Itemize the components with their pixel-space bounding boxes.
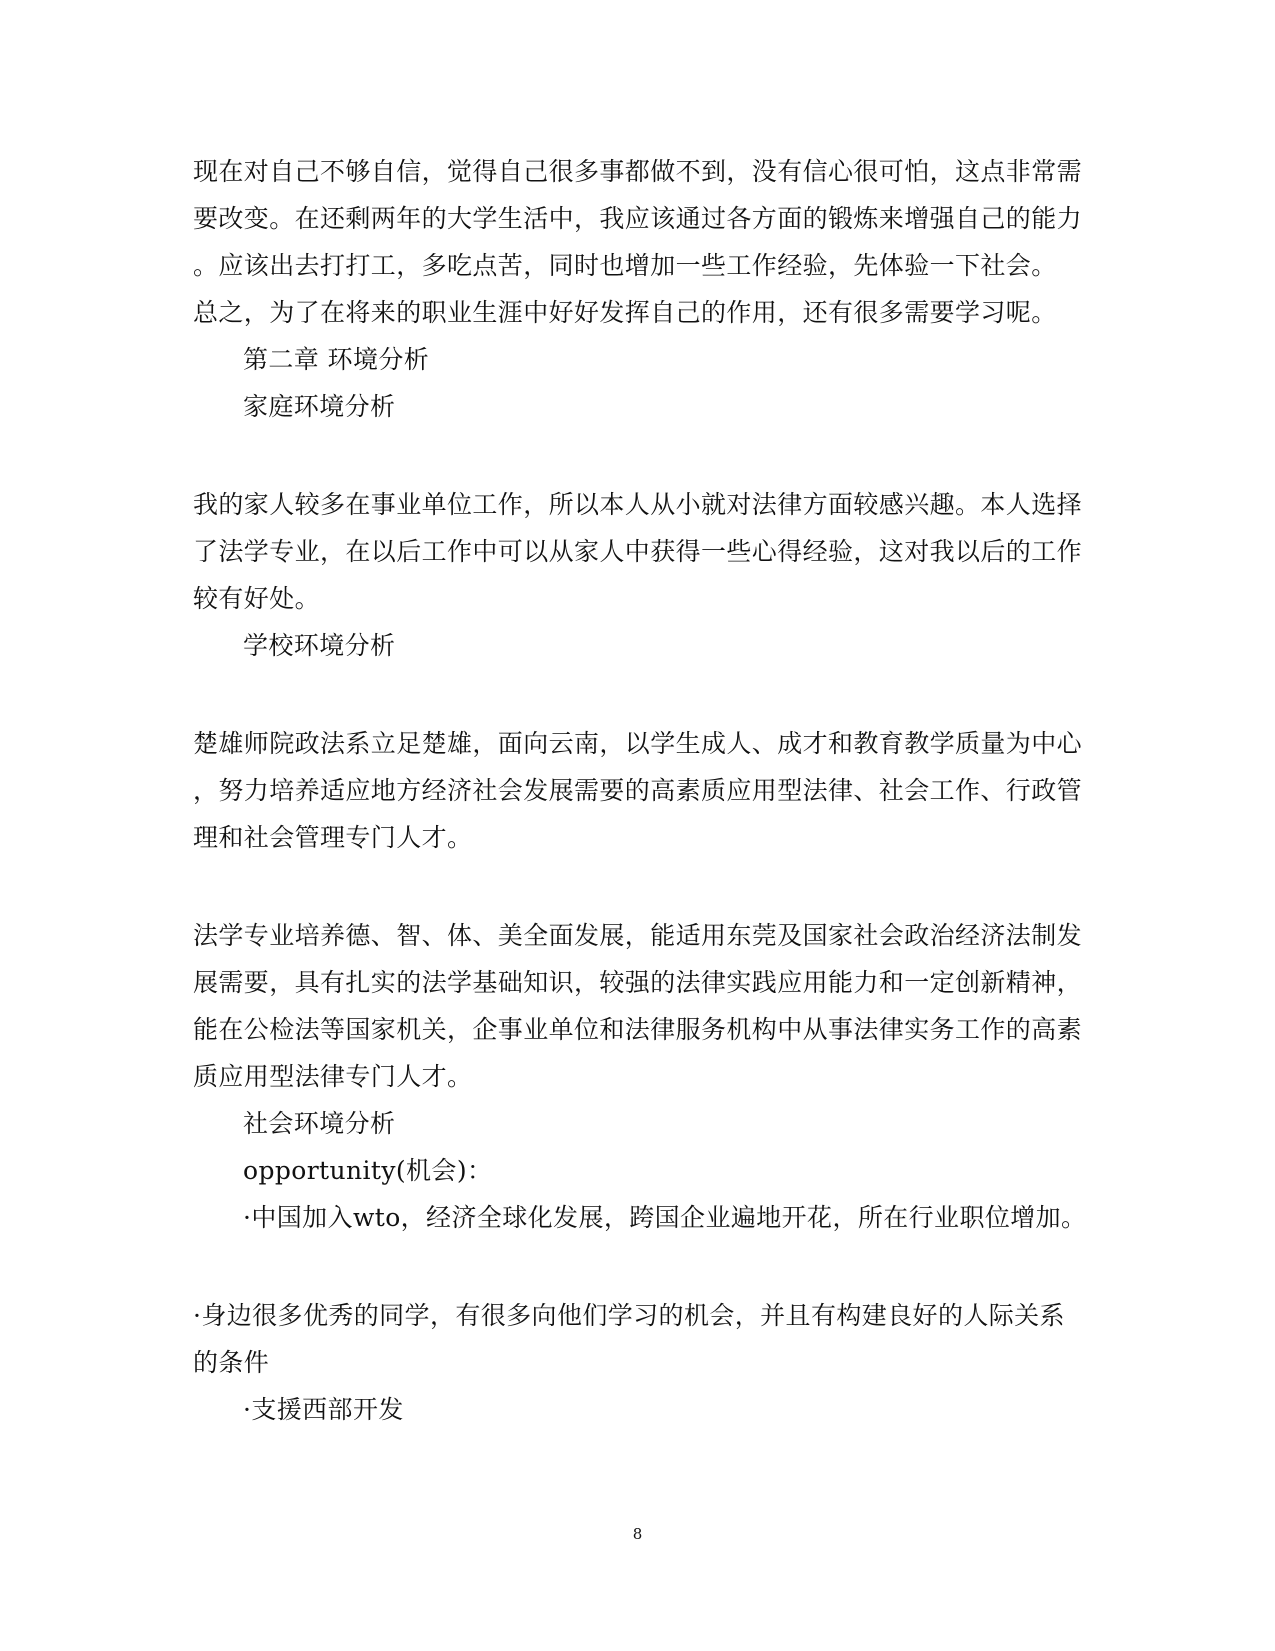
text-line: 的条件 [193,1348,270,1377]
chapter-heading: 第二章 环境分析 [243,345,430,374]
text-line: 现在对自己不够自信，觉得自己很多事都做不到，没有信心很可怕，这点非常需 [193,157,1083,186]
page-number: 8 [632,1525,643,1543]
text-line: 质应用型法律专门人才。 [193,1062,473,1091]
text-line: 展需要，具有扎实的法学基础知识，较强的法律实践应用能力和一定创新精神， [193,968,1083,997]
text-line: 楚雄师院政法系立足楚雄，面向云南，以学生成人、成才和教育教学质量为中心 [193,729,1083,758]
text-line: 要改变。在还剩两年的大学生活中，我应该通过各方面的锻炼来增强自己的能力 [193,204,1083,233]
subheading-opportunity: opportunity(机会)： [243,1156,493,1185]
section-heading-society: 社会环境分析 [243,1109,396,1138]
section-heading-school: 学校环境分析 [243,631,396,660]
text-line: 能在公检法等国家机关，企事业单位和法律服务机构中从事法律实务工作的高素 [193,1015,1083,1044]
section-heading-family: 家庭环境分析 [243,392,396,421]
text-line: 。应该出去打打工，多吃点苦，同时也增加一些工作经验，先体验一下社会。 [193,251,1057,280]
text-line: 理和社会管理专门人才。 [193,823,473,852]
bullet-item: ·中国加入wto，经济全球化发展，跨国企业遍地开花，所在行业职位增加。 [243,1203,1087,1232]
text-line: 我的家人较多在事业单位工作，所以本人从小就对法律方面较感兴趣。本人选择 [193,490,1083,519]
text-line: ，努力培养适应地方经济社会发展需要的高素质应用型法律、社会工作、行政管 [193,776,1083,805]
bullet-item: ·身边很多优秀的同学，有很多向他们学习的机会，并且有构建良好的人际关系 [193,1301,1065,1330]
text-line: 总之，为了在将来的职业生涯中好好发挥自己的作用，还有很多需要学习呢。 [193,298,1057,327]
bullet-item: ·支援西部开发 [243,1395,404,1424]
text-line: 较有好处。 [193,584,321,613]
text-line: 了法学专业，在以后工作中可以从家人中获得一些心得经验，这对我以后的工作 [193,537,1083,566]
text-line: 法学专业培养德、智、体、美全面发展，能适用东莞及国家社会政治经济法制发 [193,921,1083,950]
